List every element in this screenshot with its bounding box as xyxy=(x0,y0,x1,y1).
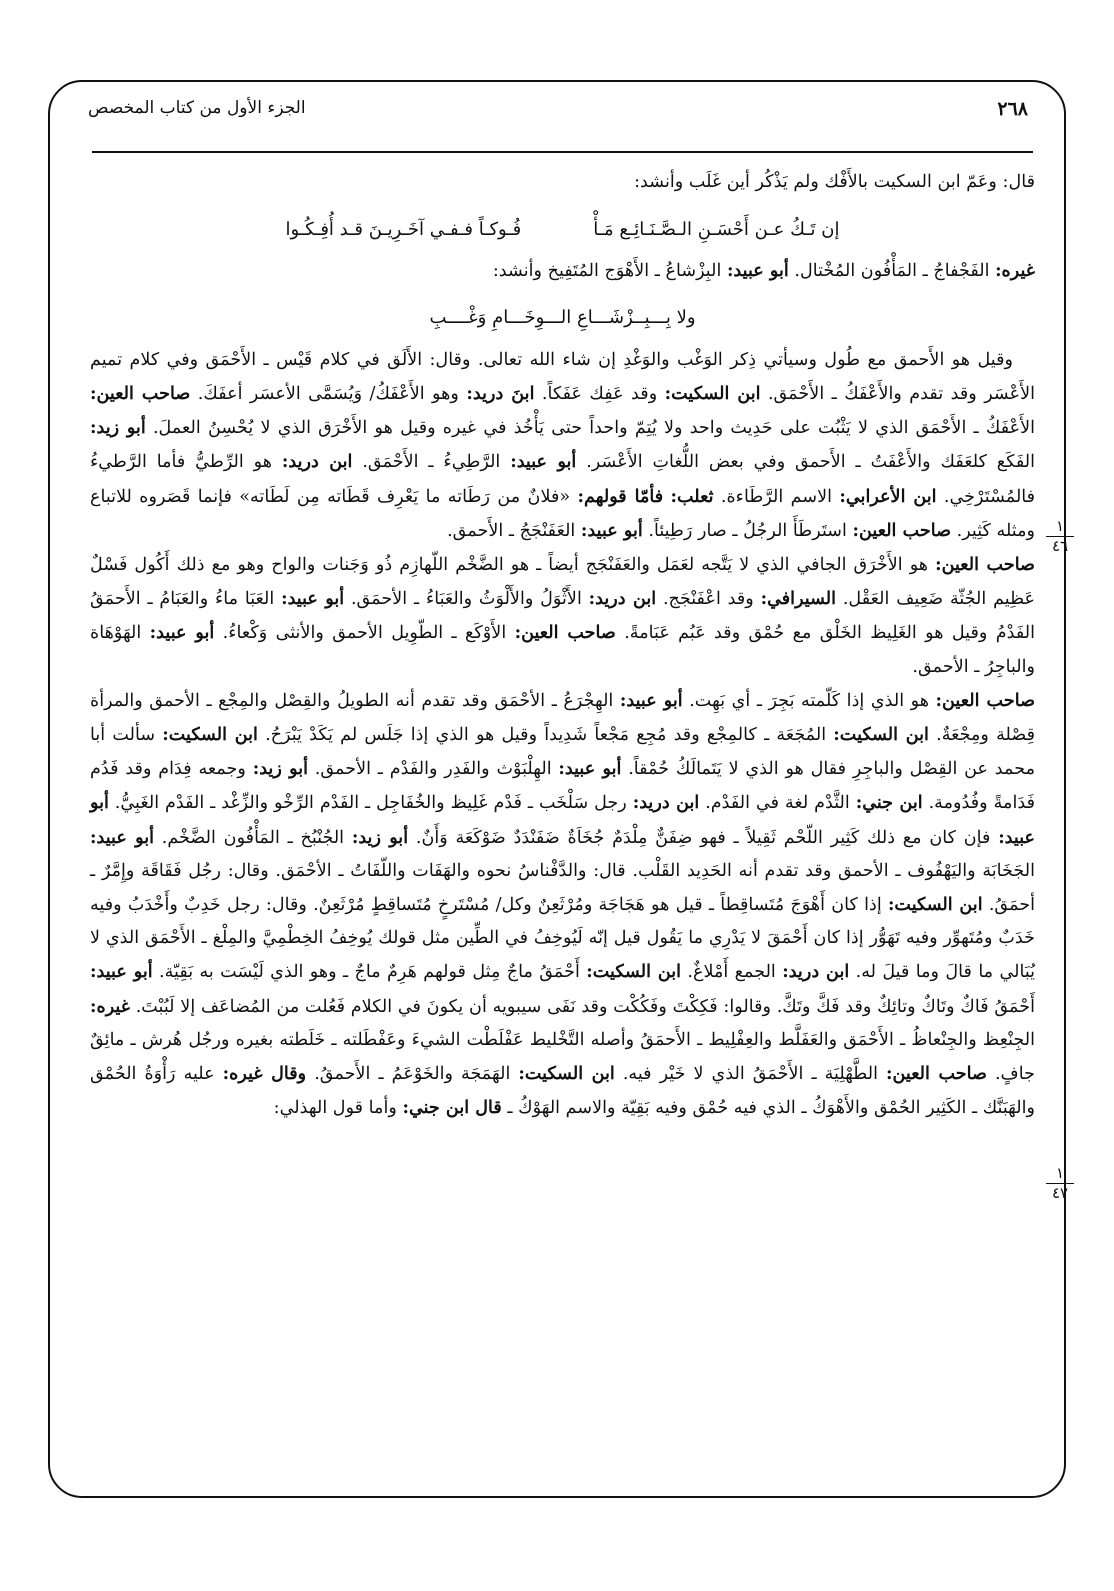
source-name: أبو زيد: xyxy=(90,417,146,439)
source-name: ابن دريد: xyxy=(782,961,850,983)
intro-line: قال: وعَمّ ابن السكيت بالأَفْك ولم يَذْكُر أين غَلَب وأنشد: xyxy=(634,172,1035,192)
page-body xyxy=(90,160,1035,1490)
source-name: أبو عبيد: xyxy=(90,961,153,983)
verse-second-hemistich: فُـوكـاً فـفـي آخَـرِيـنَ قـد أُفِـكُـوا xyxy=(285,219,522,241)
source-name: أبو عبيد: xyxy=(90,826,154,848)
source-name: أبو عبيد: xyxy=(510,451,577,473)
source-name: ابن دريد: xyxy=(588,588,657,610)
source-name: أبو عبيد: xyxy=(558,758,622,780)
source-name: ابن السكيت: xyxy=(162,724,258,746)
source-name: ابن الأعرابي: xyxy=(839,485,937,507)
source-name: أبو زيد: xyxy=(252,758,309,780)
source-name: أبو عبيد: xyxy=(580,519,643,541)
source-name: صاحب العين: xyxy=(935,689,1036,711)
source-name: ابن السكيت: xyxy=(887,894,983,916)
source-name: ابن دريد: xyxy=(281,451,353,473)
source-name: وقال غيره: xyxy=(222,1063,307,1085)
source-name: غيره: xyxy=(995,260,1035,282)
text-line: غيره: الفَجْفاجُ ـ المَأْفُون المُخْتال. أبو عبيد: البِزْشاعُ ـ الأَهْوَج المُتَفِيخ وأنشد: xyxy=(492,260,1035,282)
source-name: غيره: xyxy=(90,995,130,1017)
margin-note-manuscript-page: ١ ٤٦ xyxy=(1042,518,1078,555)
source-name: ابن السكيت: xyxy=(518,1063,615,1085)
source-name: صاحب العين: xyxy=(514,622,616,644)
page-number: ٢٦٨ xyxy=(997,98,1028,120)
source-name: صاحب العين: xyxy=(852,519,952,541)
source-name: قال ابن جني: xyxy=(402,1097,502,1119)
verse-line: ولا بِـــبِــزْشَـــاعِ الـــوِخَـــامِ وَغْــــبِ xyxy=(429,306,696,328)
verse-first-hemistich: إن تَـكُ عـن أَحْسَـنِ الـصَّـنَـائِـع مَـأْ xyxy=(593,219,840,241)
running-title: الجزء الأول من كتاب المخصص xyxy=(88,98,306,118)
source-name: فأمّا قولهم: xyxy=(577,485,664,507)
source-name: ابن السكيت: xyxy=(833,724,929,746)
source-name: صاحب العين: xyxy=(886,1063,987,1085)
paragraph: وقيل هو الأَحمق مع طُول وسيأتي ذِكر الوَغْب والوَغْدِ إن شاء الله تعالى. وقال: الأَلَق في كلام قَيْس ـ الأَحْمَق وفي كلام تميم الأَعْسَر وقد تقدم والأَعْفَكُ ـ الأَحْمَق. ابن السكيت: وقد عَفِك عَفَكاً. ابنَ دريد: وهو الأَعْفَكُ/ وَيُسَمَّى الأعسَر أعفَكَ. صاحب العين: الأَعْفَكُ ـ الأَحْمَق الذي لا يَثْبُت على حَدِيث واحد ولا يُتِمّ واحداً حتى يَأْخُذ في غيره وقيل هو الأَخْرَق الذي لا يُحْسِنُ العملَ. أبو زيد: الفَكَع كلعَفَك والأَعْفَتُ ـ الأَحمق وفي بعض اللُّغاتِ الأَعْسَر. أبو عبيد: الرَّطِيءُ ـ الأَحْمَق. ابن دريد: هو الرِّطيُّ فأما الرَّطيءُ فالمُسْتَرْخِي. ابن الأعرابي: الاسم الرَّطَاءة. ثعلب: فأمّا قولهم: «فلانٌ من رَطَاته ما يَعْرِف قَطَاته مِن لَطَاته» فإنما قَصَروه للاتباع ومثله كَثِير. صاحب العين: استَرطَأَ الرجُلُ ـ صار رَطِيئاً. أبو عبيد: العَفَنْجَجُ ـ الأَحمق. xyxy=(90,349,1036,541)
source-name: ابن السكيت: xyxy=(664,383,761,405)
source-name: ابنَ دريد: xyxy=(466,383,535,405)
source-name: ابن جني: xyxy=(855,792,923,814)
paragraph: صاحب العين: هو الذي إذا كَلّمته بَجِرَ ـ أي بَهِت. أبو عبيد: الهِجْرَعُ ـ الأحْمَق وقد تقدم أنه الطويلُ والقِصْل والمِجْع ـ الأحمق والمرأة قِصْلة ومِجْعَةٌ. ابن السكيت: المُجَعَة ـ كالمِجْع وقد مُجِع مَجْعاً شَدِيداً وقيل هو الذي إذا جَلَس لم يَكَدْ يَبْرَحُ. ابن السكيت: سألت أبا محمد عن القِصْل والباجِرِ فقال هو الذي لا يَتَمالَكُ حُمْقاً. أبو عبيد: الهِلْبَوْث والفَدِر والفَدْم ـ الأحمق. أبو زيد: وجمعه فِدَام وقد فَدُم فَدَامةً وفُدُومة. ابن جني: الثَّدْم لغة في الفَدْم. ابن دريد: رجل سَلْخَب ـ فَدْم غَلِيظ والخُفَاجِل ـ الفَدْم الرِّخْو والزِّغْد ـ الفَدْم الغَبِيُّ. أبو عبيد: فإن كان مع ذلك كَثِير اللّحْم ثَقِيلاً ـ فهو ضِفَنٌّ مِلْدَمٌ جُخَاَةٌ ضَفَنْدَدٌ ضَوْكَعَة وَأَنٌ. أبو زيد: الجُنْبُخ ـ المَأْفُون الضَّخْم. أبو عبيد: الجَخَابَة واليَهْفُوف ـ الأحمق وقد تقدم أنه الحَدِيد القَلْب. قال: والدَّفْناسُ نحوه والهَفَات واللّفَاتُ ـ الأحْمَق. وقال: رجُل فَقَاقَة وإِمَّرٌ ـ أحمَقُ. ابن السكيت: إذا كان أَهْوَجَ مُتَساقِطاً ـ قيل هو هَجَاجَة ومُرْثَعِنٌ وكل/ مُسْتَرخٍ مُتَساقِطٍ مُرْثَعِنٌ. وقال: رجل خَدِبٌ وأَخْدَبُ وفيه خَدَبٌ ومُتَهوِّر وفيه تَهَوُّر إذا كان أَحْمَقَ لا يَدْرِي ما يَقُول قيل إنّه لَيُوخِفُ في الطِّين مثل قولك يُوخِفُ الخِطْمِيَّ والمِلْغ ـ الأَحْمَق الذي لا يُبَالي ما قالَ وما قيلَ له. ابن دريد: الجمع أَمْلاغٌ. ابن السكيت: أَحْمَقُ ماجٌ مِثل قولهم هَرِمٌ ماجٌ ـ وهو الذي لَيْسَت به بَقِيّة. أبو عبيد: أَحْمَقُ فَاكٌ وتَاكٌ وتائِكٌ وقد فَكَّ وتَكَّ. وقالوا: فَكِكْتَ وفَكُكْت وقد نَفَى سيبويه أن يكونَ في الكلام فَعُلت من المُضاعَف إلا لَبُبْتَ. غيره: الجِنْعِظ والجِنْعاظُ ـ الأَحْمَق والعَفَلَّط والعِفْلِيط ـ الأَحمَقُ وأصله التَّخْليط عَفْلَطْت الشيءَ وعَفْطَلته ـ خَلَطته بغيره ورجُل هُرش ـ مائِقٌ جافٍ. صاحب العين: الطَّهْلِيَة ـ الأَحْمَقُ الذي لا خَيْر فيه. ابن السكيت: الهَمَجَة والخَوْعَمُ ـ الأَحمقُ. وقال غيره: عليه رَأْوَةُ الحُمْق والهَبَنَّك ـ الكَثِير الحُمْق والأَهْوَكُ ـ الذي فيه حُمْق وفيه بَقِيّة والاسم الهَوْكُ ـ قال ابن جني: وأما قول الهذلي: xyxy=(90,689,1036,1119)
header-rule xyxy=(92,151,1033,153)
poetry-verse xyxy=(90,213,1035,246)
source-name: السيرافي: xyxy=(760,588,837,610)
source-name: صاحب العين: xyxy=(90,383,191,405)
source-name: ابن دريد: xyxy=(632,792,700,814)
margin-note-manuscript-page: ١ ٤٧ xyxy=(1042,1165,1078,1202)
source-name: صاحب العين: xyxy=(935,554,1035,576)
source-name: أبو عبيد: xyxy=(619,689,683,711)
page-header xyxy=(88,96,1028,126)
poetry-verse xyxy=(90,301,1035,334)
source-name: ثعلب: xyxy=(670,485,714,507)
source-name: أبو عبيد: xyxy=(149,622,215,644)
paragraph: صاحب العين: هو الأَخْرَق الجافي الذي لا يَتَّجه لعَمَل والعَفَنْجَج أيضاً ـ هو الضَّخْم اللّهازِم ذُو وَجَنات والواح وهو مع ذلك أَكُول فَسْلٌ عَظِيم الجُثّة ضَعِيف العَقْل. السيرافي: وقد اعْفَنْجَج. ابن دريد: الأَثْوَلُ والأَلْوَثُ والعَبَاءُ ـ الأحمَق. أبو عبيد: العَبَا ماءُ والعَبَامُ ـ الأَحمَقُ الفَدْمُ وقيل هو الغَلِيظ الخَلْق مع حُمْق وقد عَبُم عَبَامةً. صاحب العين: الأَوْكَع ـ الطّوِيل الأحمق والأنثى وَكْعاءُ. أبو عبيد: الهَوْهَاة والباجِرُ ـ الأحمق. xyxy=(90,554,1036,677)
source-name: أبو عبيد: xyxy=(726,260,789,282)
source-name: أبو زيد: xyxy=(351,826,409,848)
source-name: أبو عبيد: xyxy=(90,792,1036,848)
source-name: أبو عبيد: xyxy=(281,588,345,610)
source-name: ابن السكيت: xyxy=(586,961,682,983)
